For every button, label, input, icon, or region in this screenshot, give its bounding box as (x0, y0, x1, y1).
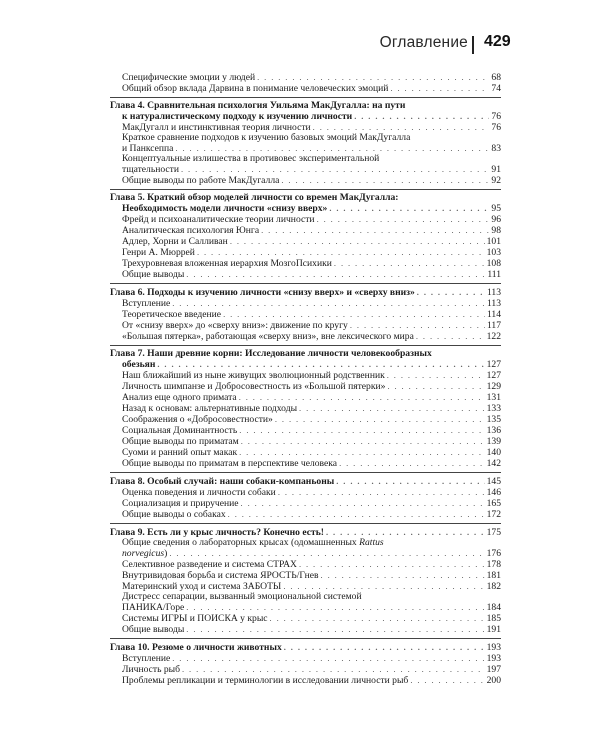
chapter-divider (110, 472, 501, 473)
toc-entry-title: Проблемы репликации и терминологии в исследовании личности рыб (122, 675, 409, 686)
toc-section-entry[interactable] (122, 458, 501, 469)
toc-page-number: 185 (486, 613, 501, 624)
toc-page-number: 111 (487, 269, 501, 280)
dot-leader (186, 602, 484, 612)
toc-entry-title: МакДугалл и инстинктивная теория личности (122, 122, 311, 133)
toc-section-entry[interactable] (122, 509, 501, 520)
toc-entry-title: Необходимость модели личности «снизу вверх» (122, 203, 328, 214)
dot-leader (299, 403, 485, 413)
toc-section-entry[interactable] (122, 613, 501, 624)
toc-entry-title: Материнский уход и система ЗАБОТЫ (122, 581, 282, 592)
toc-page-number: 136 (486, 425, 501, 436)
toc-entry-title: От «снизу вверх» до «сверху вниз»: движение по кругу (122, 320, 348, 331)
dot-leader (278, 487, 485, 497)
toc-chapter-entry[interactable] (110, 287, 501, 298)
toc-entry-title: Общие выводы по приматам в перспективе человека (122, 458, 338, 469)
dot-leader (387, 370, 485, 380)
toc-page-number: 172 (486, 509, 501, 520)
toc-page-number: 129 (486, 381, 501, 392)
toc-page-number: 193 (486, 642, 501, 653)
toc-page-number: 182 (486, 581, 501, 592)
toc-section-entry[interactable] (122, 309, 501, 320)
toc-section-entry[interactable] (122, 381, 501, 392)
toc-section-entry[interactable] (122, 436, 501, 447)
toc-entry-title: Общий обзор вклада Дарвина в понимание человеческих эмоций (122, 83, 389, 94)
toc-entry-title: Селективное разведение и система СТРАХ (122, 559, 297, 570)
toc-page-number: 140 (486, 447, 501, 458)
running-header-title: Оглавление (379, 34, 468, 51)
dot-leader (157, 359, 484, 369)
toc-section-entry[interactable] (122, 538, 501, 559)
toc-page-number: 181 (486, 570, 501, 581)
toc-entry-title: Оценка поведения и личности собаки (122, 487, 276, 498)
toc-entry-title: и Панксеппа (122, 143, 174, 154)
toc-entry-title: Краткое сравнение подходов к изучению базовых эмоций МакДугалла (122, 132, 411, 143)
dot-leader (257, 72, 489, 82)
toc-entry-title: Фрейд и психоаналитические теории личности (122, 214, 315, 225)
dot-leader (283, 581, 484, 591)
toc-section-entry[interactable] (122, 269, 501, 280)
toc-section-entry[interactable] (122, 175, 501, 186)
dot-leader (230, 236, 485, 246)
toc-page-number: 91 (491, 164, 501, 175)
toc-entry-title: Соображения о «Добросовестности» (122, 414, 273, 425)
toc-entry-title: Социализация и приручение (122, 498, 239, 509)
toc-section-entry[interactable] (122, 247, 501, 258)
toc-page-number: 127 (486, 370, 501, 381)
toc-entry-title: Специфические эмоции у людей (122, 72, 256, 83)
toc-entry-title: Теоретическое введение (122, 309, 222, 320)
toc-section-entry[interactable] (122, 214, 501, 225)
toc-chapter-entry[interactable] (110, 349, 501, 370)
toc-page-number: 133 (486, 403, 501, 414)
dot-leader (241, 498, 485, 508)
dot-leader (270, 613, 485, 623)
toc-page-number: 92 (491, 175, 501, 186)
dot-leader (172, 298, 485, 308)
toc-entry-title: Глава 10. Резюме о личности животных (110, 642, 282, 653)
toc-page-number: 131 (486, 392, 501, 403)
dot-leader (239, 447, 484, 457)
dot-leader (239, 392, 485, 402)
dot-leader (329, 203, 489, 213)
dot-leader (350, 320, 485, 330)
toc-page-number: 68 (491, 72, 501, 83)
toc-section-entry[interactable] (122, 225, 501, 236)
running-header (0, 24, 600, 58)
toc-entry-title: тщательности (122, 164, 179, 175)
toc-section-entry[interactable] (122, 570, 501, 581)
dot-leader (326, 527, 485, 537)
toc-page-number: 200 (486, 675, 501, 686)
dot-leader (182, 664, 485, 674)
toc-entry-title: Назад к основам: альтернативные подходы (122, 403, 298, 414)
toc-entry-title: Личность шимпанзе и Добросовестность из «Большой пятерки» (122, 381, 386, 392)
toc-entry-title: Дистресс сепарации, вызванный эмоциональной системой (122, 591, 362, 602)
toc-chapter-entry[interactable] (110, 101, 501, 122)
chapter-divider (110, 523, 501, 524)
toc-section-entry[interactable] (122, 414, 501, 425)
toc-entry-title: ПАНИКА/Горе (122, 602, 185, 613)
toc-page-number: 76 (491, 111, 501, 122)
dot-leader (387, 381, 484, 391)
toc-page-number: 96 (491, 214, 501, 225)
dot-leader (281, 175, 489, 185)
dot-leader (313, 122, 490, 132)
toc-page-number: 103 (486, 247, 501, 258)
toc-section-entry[interactable] (122, 298, 501, 309)
toc-entry-title: Глава 4. Сравнительная психология Уильяма МакДугалла: на пути (110, 100, 406, 111)
toc-entry-title: Суоми и ранний опыт макак (122, 447, 238, 458)
toc-entry-title: Аналитическая психология Юнга (122, 225, 260, 236)
toc-entry-title: Внутривидовая борьба и система ЯРОСТЬ/Гнев (122, 570, 319, 581)
chapter-divider (110, 189, 501, 190)
dot-leader (172, 653, 484, 663)
dot-leader (321, 570, 485, 580)
dot-leader (228, 509, 485, 519)
toc-section-entry[interactable] (122, 154, 501, 175)
toc-page-number: 122 (486, 331, 501, 342)
toc-page-number: 113 (486, 298, 501, 309)
toc-section-entry[interactable] (122, 320, 501, 331)
toc-page-number: 114 (486, 309, 501, 320)
toc-entry-title: Вступление (122, 653, 171, 664)
dot-leader (181, 164, 489, 174)
dot-leader (261, 225, 489, 235)
dot-leader (416, 331, 485, 341)
toc-section-entry[interactable] (122, 83, 501, 94)
toc-entry-title: Системы ИГРЫ и ПОИСКА у крыс (122, 613, 268, 624)
toc-page-number: 178 (486, 559, 501, 570)
toc-entry-title: Общие сведения о лабораторных крысах (одомашненных Rattus (122, 537, 384, 548)
toc-page-number: 142 (486, 458, 501, 469)
toc-entry-title: Глава 8. Особый случай: наши собаки-компаньоны (110, 476, 335, 487)
table-of-contents (0, 72, 600, 686)
toc-entry-title: Анализ еще одного примата (122, 392, 237, 403)
dot-leader (354, 111, 489, 121)
toc-page-number: 113 (486, 287, 501, 298)
chapter-divider (110, 638, 501, 639)
toc-section-entry[interactable] (122, 236, 501, 247)
toc-entry-title: Адлер, Хорни и Салливан (122, 236, 228, 247)
toc-page-number: 98 (491, 225, 501, 236)
toc-page-number: 74 (491, 83, 501, 94)
toc-section-entry[interactable] (122, 675, 501, 686)
toc-page-number: 139 (486, 436, 501, 447)
dot-leader (390, 83, 489, 93)
dot-leader (299, 559, 485, 569)
toc-page-number: 193 (486, 653, 501, 664)
toc-chapter-entry[interactable] (110, 193, 501, 214)
dot-leader (410, 675, 484, 685)
toc-page-number: 184 (486, 602, 501, 613)
toc-page-number: 176 (486, 548, 501, 559)
dot-leader (284, 642, 485, 652)
toc-section-entry[interactable] (122, 664, 501, 675)
dot-leader (334, 258, 485, 268)
toc-page-number: 76 (491, 122, 501, 133)
toc-entry-title: Глава 9. Есть ли у крыс личность? Конечно есть! (110, 527, 324, 538)
toc-section-entry[interactable] (122, 331, 501, 342)
dot-leader (339, 458, 485, 468)
chapter-divider (110, 97, 501, 98)
dot-leader (241, 436, 485, 446)
toc-section-entry[interactable] (122, 447, 501, 458)
toc-entry-title: Генри А. Мюррей (122, 247, 195, 258)
toc-entry-title: обезьян (122, 359, 156, 370)
toc-entry-title: Общие выводы (122, 269, 185, 280)
toc-section-entry[interactable] (122, 133, 501, 154)
dot-leader (239, 425, 484, 435)
toc-section-entry[interactable] (122, 370, 501, 381)
toc-section-entry[interactable] (122, 425, 501, 436)
header-divider (472, 36, 474, 54)
toc-section-entry[interactable] (122, 653, 501, 664)
toc-entry-title: Вступление (122, 298, 171, 309)
dot-leader (186, 269, 485, 279)
toc-page-number: 165 (486, 498, 501, 509)
toc-entry-title: Глава 6. Подходы к изучению личности «снизу вверх» и «сверху вниз» (110, 287, 415, 298)
toc-page-number: 95 (491, 203, 501, 214)
toc-chapter-entry[interactable] (110, 642, 501, 653)
chapter-divider (110, 345, 501, 346)
toc-entry-title: Концептуальные излишества в противовес экспериментальной (122, 153, 380, 164)
dot-leader (175, 143, 489, 153)
page-number: 429 (484, 33, 511, 50)
toc-entry-title: Общие выводы (122, 624, 185, 635)
toc-section-entry[interactable] (122, 592, 501, 613)
toc-entry-title: Личность рыб (122, 664, 180, 675)
toc-section-entry[interactable] (122, 498, 501, 509)
toc-entry-title: Наш ближайший из ныне живущих эволюционный родственник (122, 370, 385, 381)
toc-page-number: 175 (486, 527, 501, 538)
toc-page-number: 117 (486, 320, 501, 331)
dot-leader (169, 548, 484, 558)
toc-entry-title: Глава 5. Краткий обзор моделей личности со времен МакДугалла: (110, 192, 399, 203)
toc-entry-title: Общие выводы по приматам (122, 436, 239, 447)
toc-page-number: 145 (486, 476, 501, 487)
chapter-divider (110, 283, 501, 284)
toc-page-number: 127 (486, 359, 501, 370)
toc-page-number: 101 (486, 236, 501, 247)
toc-page-number: 146 (486, 487, 501, 498)
dot-leader (317, 214, 490, 224)
toc-entry-title: Глава 7. Наши древние корни: Исследование личности человекообразных (110, 348, 432, 359)
dot-leader (197, 247, 485, 257)
toc-section-entry[interactable] (122, 403, 501, 414)
dot-leader (336, 476, 484, 486)
dot-leader (275, 414, 485, 424)
toc-page-number: 83 (491, 143, 501, 154)
dot-leader (417, 287, 485, 297)
toc-section-entry[interactable] (122, 559, 501, 570)
toc-section-entry[interactable] (122, 624, 501, 635)
toc-section-entry[interactable] (122, 487, 501, 498)
toc-page-number: 135 (486, 414, 501, 425)
toc-page-number: 191 (486, 624, 501, 635)
toc-page-number: 108 (486, 258, 501, 269)
toc-section-entry[interactable] (122, 72, 501, 83)
toc-section-entry[interactable] (122, 392, 501, 403)
toc-entry-title: Трехуровневая вложенная иерархия МозгоПсихики (122, 258, 332, 269)
toc-entry-title: Общие выводы о собаках (122, 509, 226, 520)
toc-entry-title: «Большая пятерка», работающая «сверху вниз», вне лексического мира (122, 331, 414, 342)
toc-entry-title: Социальная Доминантность (122, 425, 238, 436)
toc-entry-title: Общие выводы по работе МакДугалла (122, 175, 280, 186)
toc-entry-title: norvegicus) (122, 548, 168, 559)
toc-section-entry[interactable] (122, 258, 501, 269)
toc-page-number: 197 (486, 664, 501, 675)
toc-entry-title: к натуралистическому подходу к изучению личности (122, 111, 353, 122)
dot-leader (186, 624, 484, 634)
dot-leader (223, 309, 485, 319)
toc-chapter-entry[interactable] (110, 476, 501, 487)
